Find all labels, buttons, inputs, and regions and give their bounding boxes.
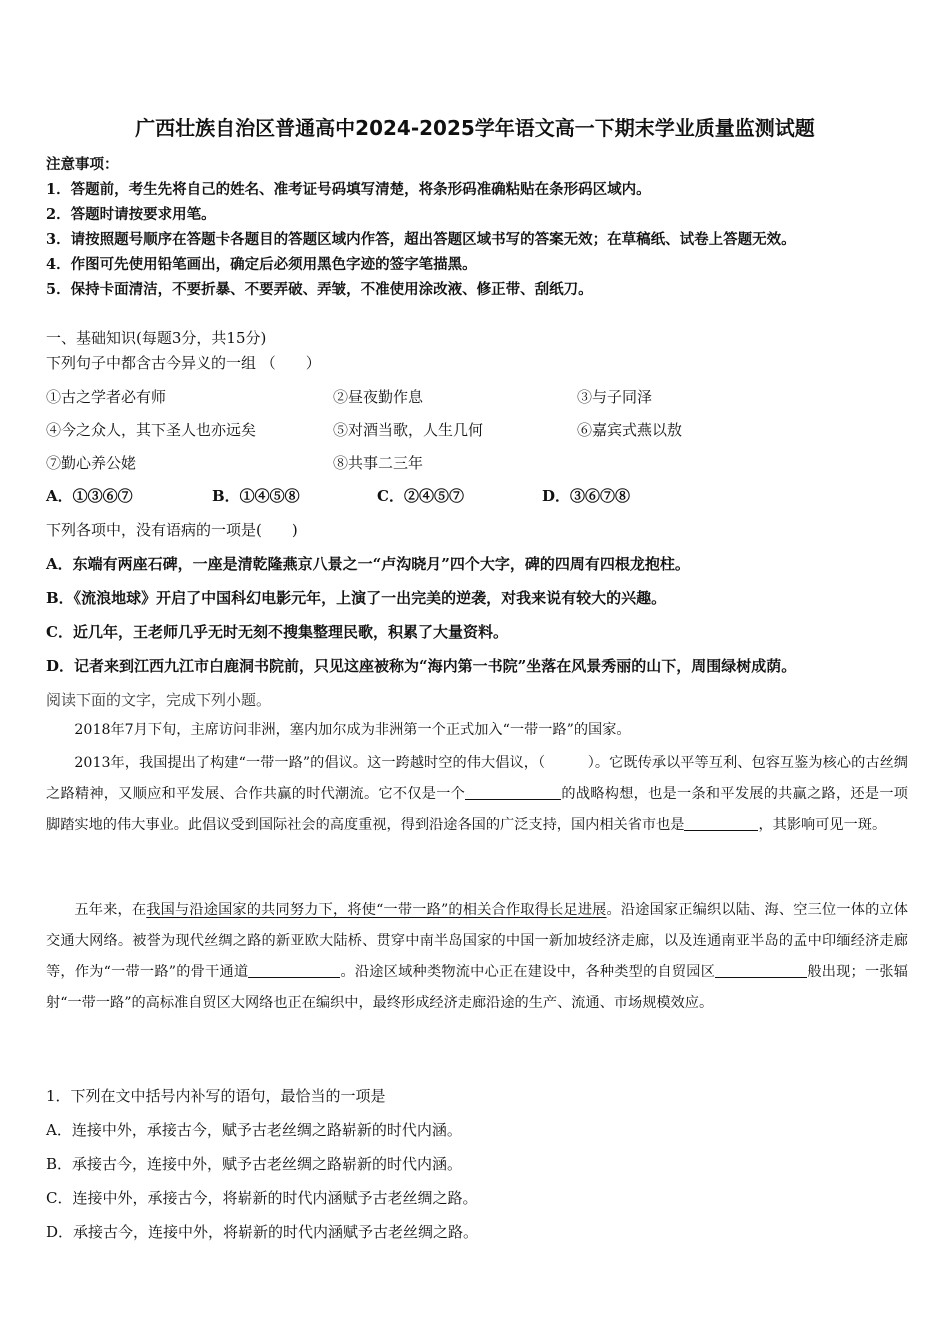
q1-item: ③与子同泽 bbox=[577, 388, 653, 406]
notice-item: 2．答题时请按要求用笔。 bbox=[46, 206, 216, 223]
answer-choice: A．东端有两座石碑，一座是清乾隆燕京八景之一“卢沟晓月”四个大字，碑的四周有四根龙抱柱。 bbox=[46, 555, 690, 573]
notice-item: 3．请按照题号顺序在答题卡各题目的答题区域内作答，超出答题区域书写的答案无效；在草稿纸、试卷上答题无效。 bbox=[46, 231, 796, 248]
answer-choice: C．连接中外，承接古今，将崭新的时代内涵赋予古老丝绸之路。 bbox=[46, 1189, 478, 1207]
answer-choice: C．近几年，王老师几乎无时无刻不搜集整理民歌，积累了大量资料。 bbox=[46, 623, 508, 641]
q1-item: ⑥嘉宾式燕以敖 bbox=[577, 421, 683, 439]
q1-item: ⑧共事二三年 bbox=[333, 454, 424, 472]
fill-blank bbox=[465, 785, 561, 800]
q1-item: ①古之学者必有师 bbox=[46, 388, 167, 406]
q1-item: ⑦勤心养公姥 bbox=[46, 454, 137, 472]
answer-choice: A．连接中外，承接古今，赋予古老丝绸之路崭新的时代内涵。 bbox=[46, 1121, 462, 1139]
answer-choice: D．记者来到江西九江市白鹿洞书院前，只见这座被称为“海内第一书院”坐落在风景秀丽的山下，周围绿树成荫。 bbox=[46, 657, 797, 675]
notice-item: 4．作图可先使用铅笔画出，确定后必须用黑色字迹的签字笔描黑。 bbox=[46, 256, 477, 273]
answer-choice: B．承接古今，连接中外，赋予古老丝绸之路崭新的时代内涵。 bbox=[46, 1155, 463, 1173]
answer-choice: A．①③⑥⑦ bbox=[46, 487, 133, 505]
passage-paragraph: 五年来，在我国与沿途国家的共同努力下，将使“一带一路”的相关合作取得长足进展。沿途国家正编织以陆、海、空三位一体的立体交通大网络。被誉为现代丝绸之路的新亚欧大陆桥、贯穿中南半岛国家的中国一新加坡经济走廊，以及连通南亚半岛的孟中印缅经济走廊等，作为“一带一路”的骨干通道 。沿途区域种类物流中心正在建设中，各种类型的自贸园区 般出现；一张辐射“一带一路”的高标准自贸区大网络也正在编织中，最终形成经济走廊沿途的生产、流通、市场规模效应。 bbox=[46, 902, 908, 1011]
q1-item: ④今之众人，其下圣人也亦远矣 bbox=[46, 421, 257, 439]
notice-item: 5．保持卡面清洁，不要折暴、不要弄破、弄皱，不准使用涂改液、修正带、刮纸刀。 bbox=[46, 281, 593, 298]
notice-heading: 注意事项： bbox=[46, 156, 119, 173]
question-stem: 下列句子中都含古今异义的一组 （ ） bbox=[46, 354, 321, 372]
reading-instruction: 阅读下面的文字，完成下列小题。 bbox=[46, 691, 272, 709]
underlined-sentence: 我国与沿途国家的共同努力下，将使“一带一路”的相关合作取得长足进展 bbox=[146, 902, 607, 918]
answer-choice: D．③⑥⑦⑧ bbox=[542, 487, 631, 505]
page-title: 广西壮族自治区普通高中2024-2025学年语文高一下期末学业质量监测试题 bbox=[135, 116, 815, 140]
answer-choice: B．①④⑤⑧ bbox=[212, 487, 300, 505]
question-stem: 1．下列在文中括号内补写的语句，最恰当的一项是 bbox=[46, 1087, 386, 1105]
question-stem: 下列各项中，没有语病的一项是( ) bbox=[46, 521, 298, 539]
notice-item: 1．答题前，考生先将自己的姓名、准考证号码填写清楚，将条形码准确粘贴在条形码区域内。 bbox=[46, 181, 651, 198]
answer-choice: D．承接古今，连接中外，将崭新的时代内涵赋予古老丝绸之路。 bbox=[46, 1223, 479, 1241]
q1-item: ⑤对酒当歌，人生几何 bbox=[333, 421, 484, 439]
q1-item: ②昼夜勤作息 bbox=[333, 388, 424, 406]
passage-paragraph: 2013年，我国提出了构建“一带一路”的倡议。这一跨越时空的伟大倡议，（ ）。它既传承以平等互利、包容互鉴为核心的古丝绸之路精神，又顺应和平发展、合作共赢的时代潮流。它不仅是一个 的战略构想，也是一条和平发展的共赢之路，还是一项脚踏实地的伟大事业。此倡议受到国际社会的高度重视，得到沿途各国的广泛支持，国内相关省市也是 ，其影响可见一斑。 bbox=[46, 755, 908, 833]
passage-paragraph: 2018年7月下旬，主席访问非洲，塞内加尔成为非洲第一个正式加入“一带一路”的国家。 bbox=[74, 722, 631, 738]
fill-blank bbox=[715, 963, 807, 978]
section-heading: 一、基础知识(每题3分，共15分) bbox=[46, 329, 267, 347]
answer-choice: C．②④⑤⑦ bbox=[377, 487, 464, 505]
answer-choice: B．《流浪地球》开启了中国科幻电影元年，上演了一出完美的逆袭，对我来说有较大的兴趣。 bbox=[46, 589, 667, 607]
fill-blank bbox=[684, 816, 758, 831]
fill-blank bbox=[248, 963, 340, 978]
